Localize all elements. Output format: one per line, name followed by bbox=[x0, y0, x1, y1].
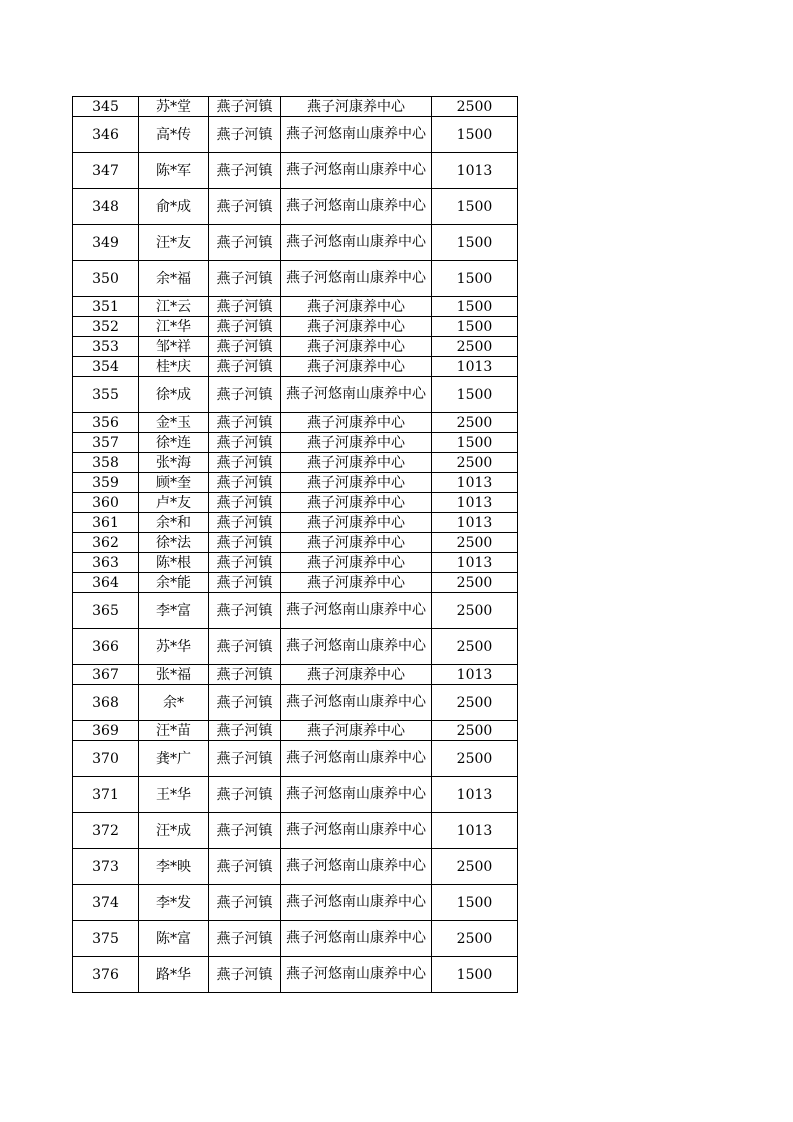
table-row bbox=[73, 513, 518, 533]
row-number-cell: 348 bbox=[73, 189, 139, 225]
table-row bbox=[73, 357, 518, 377]
table-row bbox=[73, 473, 518, 493]
center-cell bbox=[281, 377, 432, 413]
table-row bbox=[73, 97, 518, 117]
row-number-cell: 366 bbox=[73, 629, 139, 665]
center-text: 燕子河悠南山康养中心 bbox=[286, 386, 426, 402]
amount-cell: 1013 bbox=[432, 813, 518, 849]
center-cell bbox=[281, 593, 432, 629]
town-cell: 燕子河镇 bbox=[209, 225, 281, 261]
row-number-cell: 359 bbox=[73, 473, 139, 493]
name-cell: 李*发 bbox=[139, 885, 209, 921]
name-cell: 徐*成 bbox=[139, 377, 209, 413]
amount-cell: 2500 bbox=[432, 453, 518, 473]
center-cell: 燕子河康养中心 bbox=[281, 533, 432, 553]
table-row bbox=[73, 433, 518, 453]
center-text: 燕子河悠南山康养中心 bbox=[286, 234, 426, 250]
name-cell: 汪*成 bbox=[139, 813, 209, 849]
name-cell: 江*华 bbox=[139, 317, 209, 337]
center-text: 燕子河悠南山康养中心 bbox=[286, 694, 426, 710]
name-cell: 余* bbox=[139, 685, 209, 721]
town-cell: 燕子河镇 bbox=[209, 629, 281, 665]
table-row bbox=[73, 921, 518, 957]
center-text: 燕子河悠南山康养中心 bbox=[286, 930, 426, 946]
center-text: 燕子河悠南山康养中心 bbox=[286, 822, 426, 838]
table-row bbox=[73, 885, 518, 921]
center-cell bbox=[281, 685, 432, 721]
town-cell: 燕子河镇 bbox=[209, 413, 281, 433]
center-cell bbox=[281, 885, 432, 921]
center-cell: 燕子河康养中心 bbox=[281, 297, 432, 317]
name-cell: 张*海 bbox=[139, 453, 209, 473]
center-text: 燕子河悠南山康养中心 bbox=[286, 198, 426, 214]
center-cell bbox=[281, 849, 432, 885]
center-cell: 燕子河康养中心 bbox=[281, 433, 432, 453]
amount-cell: 1013 bbox=[432, 665, 518, 685]
row-number-cell: 372 bbox=[73, 813, 139, 849]
row-number-cell: 361 bbox=[73, 513, 139, 533]
town-cell: 燕子河镇 bbox=[209, 377, 281, 413]
name-cell: 陈*军 bbox=[139, 153, 209, 189]
center-cell bbox=[281, 629, 432, 665]
row-number-cell: 371 bbox=[73, 777, 139, 813]
center-cell: 燕子河康养中心 bbox=[281, 665, 432, 685]
row-number-cell: 351 bbox=[73, 297, 139, 317]
row-number-cell: 370 bbox=[73, 741, 139, 777]
center-cell: 燕子河康养中心 bbox=[281, 573, 432, 593]
name-cell: 汪*友 bbox=[139, 225, 209, 261]
table-row bbox=[73, 593, 518, 629]
table-row bbox=[73, 225, 518, 261]
row-number-cell: 355 bbox=[73, 377, 139, 413]
town-cell: 燕子河镇 bbox=[209, 665, 281, 685]
table-row bbox=[73, 297, 518, 317]
row-number-cell: 376 bbox=[73, 957, 139, 993]
amount-cell: 2500 bbox=[432, 533, 518, 553]
name-cell: 江*云 bbox=[139, 297, 209, 317]
row-number-cell: 358 bbox=[73, 453, 139, 473]
amount-cell: 1013 bbox=[432, 357, 518, 377]
subsidy-table bbox=[72, 96, 518, 993]
table-row bbox=[73, 573, 518, 593]
center-cell bbox=[281, 153, 432, 189]
row-number-cell: 352 bbox=[73, 317, 139, 337]
center-cell: 燕子河康养中心 bbox=[281, 413, 432, 433]
center-text: 燕子河悠南山康养中心 bbox=[286, 126, 426, 142]
town-cell: 燕子河镇 bbox=[209, 513, 281, 533]
center-cell: 燕子河康养中心 bbox=[281, 317, 432, 337]
amount-cell: 2500 bbox=[432, 741, 518, 777]
town-cell: 燕子河镇 bbox=[209, 493, 281, 513]
center-text: 燕子河悠南山康养中心 bbox=[286, 858, 426, 874]
amount-cell: 1500 bbox=[432, 261, 518, 297]
name-cell: 苏*华 bbox=[139, 629, 209, 665]
town-cell: 燕子河镇 bbox=[209, 261, 281, 297]
town-cell: 燕子河镇 bbox=[209, 777, 281, 813]
amount-cell: 1500 bbox=[432, 225, 518, 261]
town-cell: 燕子河镇 bbox=[209, 473, 281, 493]
amount-cell: 1013 bbox=[432, 153, 518, 189]
amount-cell: 1500 bbox=[432, 885, 518, 921]
town-cell: 燕子河镇 bbox=[209, 813, 281, 849]
center-text: 燕子河悠南山康养中心 bbox=[286, 270, 426, 286]
town-cell: 燕子河镇 bbox=[209, 153, 281, 189]
town-cell: 燕子河镇 bbox=[209, 685, 281, 721]
table-row bbox=[73, 377, 518, 413]
table-body bbox=[73, 97, 518, 993]
amount-cell: 1500 bbox=[432, 377, 518, 413]
name-cell: 卢*友 bbox=[139, 493, 209, 513]
town-cell: 燕子河镇 bbox=[209, 533, 281, 553]
amount-cell: 2500 bbox=[432, 921, 518, 957]
row-number-cell: 360 bbox=[73, 493, 139, 513]
name-cell: 俞*成 bbox=[139, 189, 209, 225]
town-cell: 燕子河镇 bbox=[209, 433, 281, 453]
center-cell bbox=[281, 921, 432, 957]
center-text: 燕子河悠南山康养中心 bbox=[286, 638, 426, 654]
town-cell: 燕子河镇 bbox=[209, 357, 281, 377]
amount-cell: 1500 bbox=[432, 957, 518, 993]
table-row bbox=[73, 189, 518, 225]
amount-cell: 2500 bbox=[432, 573, 518, 593]
center-cell: 燕子河康养中心 bbox=[281, 513, 432, 533]
name-cell: 顾*奎 bbox=[139, 473, 209, 493]
center-cell bbox=[281, 813, 432, 849]
table-row bbox=[73, 413, 518, 433]
table-row bbox=[73, 337, 518, 357]
town-cell: 燕子河镇 bbox=[209, 189, 281, 225]
town-cell: 燕子河镇 bbox=[209, 721, 281, 741]
table-row bbox=[73, 117, 518, 153]
row-number-cell: 365 bbox=[73, 593, 139, 629]
row-number-cell: 364 bbox=[73, 573, 139, 593]
table-row bbox=[73, 849, 518, 885]
amount-cell: 2500 bbox=[432, 685, 518, 721]
table-row bbox=[73, 777, 518, 813]
town-cell: 燕子河镇 bbox=[209, 117, 281, 153]
row-number-cell: 353 bbox=[73, 337, 139, 357]
center-cell bbox=[281, 225, 432, 261]
table-row bbox=[73, 741, 518, 777]
row-number-cell: 368 bbox=[73, 685, 139, 721]
name-cell: 路*华 bbox=[139, 957, 209, 993]
row-number-cell: 350 bbox=[73, 261, 139, 297]
center-cell: 燕子河康养中心 bbox=[281, 97, 432, 117]
center-text: 燕子河悠南山康养中心 bbox=[286, 786, 426, 802]
center-cell: 燕子河康养中心 bbox=[281, 721, 432, 741]
table-row bbox=[73, 493, 518, 513]
center-text: 燕子河悠南山康养中心 bbox=[286, 966, 426, 982]
town-cell: 燕子河镇 bbox=[209, 741, 281, 777]
center-cell: 燕子河康养中心 bbox=[281, 337, 432, 357]
amount-cell: 1013 bbox=[432, 777, 518, 813]
name-cell: 龚*广 bbox=[139, 741, 209, 777]
amount-cell: 1500 bbox=[432, 317, 518, 337]
table-row bbox=[73, 533, 518, 553]
town-cell: 燕子河镇 bbox=[209, 297, 281, 317]
table-row bbox=[73, 629, 518, 665]
center-cell bbox=[281, 957, 432, 993]
name-cell: 高*传 bbox=[139, 117, 209, 153]
center-text: 燕子河悠南山康养中心 bbox=[286, 602, 426, 618]
town-cell: 燕子河镇 bbox=[209, 553, 281, 573]
center-text: 燕子河悠南山康养中心 bbox=[286, 750, 426, 766]
name-cell: 王*华 bbox=[139, 777, 209, 813]
name-cell: 徐*法 bbox=[139, 533, 209, 553]
row-number-cell: 374 bbox=[73, 885, 139, 921]
name-cell: 陈*富 bbox=[139, 921, 209, 957]
center-text: 燕子河悠南山康养中心 bbox=[286, 162, 426, 178]
row-number-cell: 357 bbox=[73, 433, 139, 453]
row-number-cell: 347 bbox=[73, 153, 139, 189]
name-cell: 邹*祥 bbox=[139, 337, 209, 357]
table-row bbox=[73, 721, 518, 741]
table-row bbox=[73, 553, 518, 573]
row-number-cell: 373 bbox=[73, 849, 139, 885]
amount-cell: 1500 bbox=[432, 189, 518, 225]
center-cell: 燕子河康养中心 bbox=[281, 473, 432, 493]
town-cell: 燕子河镇 bbox=[209, 97, 281, 117]
town-cell: 燕子河镇 bbox=[209, 885, 281, 921]
name-cell: 苏*堂 bbox=[139, 97, 209, 117]
row-number-cell: 349 bbox=[73, 225, 139, 261]
amount-cell: 1013 bbox=[432, 473, 518, 493]
amount-cell: 2500 bbox=[432, 413, 518, 433]
row-number-cell: 362 bbox=[73, 533, 139, 553]
amount-cell: 2500 bbox=[432, 629, 518, 665]
row-number-cell: 375 bbox=[73, 921, 139, 957]
table-row bbox=[73, 957, 518, 993]
amount-cell: 1013 bbox=[432, 513, 518, 533]
table-row bbox=[73, 685, 518, 721]
town-cell: 燕子河镇 bbox=[209, 849, 281, 885]
town-cell: 燕子河镇 bbox=[209, 337, 281, 357]
table-row bbox=[73, 813, 518, 849]
center-cell: 燕子河康养中心 bbox=[281, 453, 432, 473]
row-number-cell: 363 bbox=[73, 553, 139, 573]
table-row bbox=[73, 317, 518, 337]
name-cell: 汪*苗 bbox=[139, 721, 209, 741]
name-cell: 李*富 bbox=[139, 593, 209, 629]
amount-cell: 1013 bbox=[432, 553, 518, 573]
name-cell: 余*能 bbox=[139, 573, 209, 593]
amount-cell: 1500 bbox=[432, 433, 518, 453]
table-row bbox=[73, 153, 518, 189]
center-cell bbox=[281, 117, 432, 153]
town-cell: 燕子河镇 bbox=[209, 317, 281, 337]
table-row bbox=[73, 453, 518, 473]
name-cell: 余*和 bbox=[139, 513, 209, 533]
center-cell bbox=[281, 777, 432, 813]
name-cell: 陈*根 bbox=[139, 553, 209, 573]
table-row bbox=[73, 665, 518, 685]
amount-cell: 1013 bbox=[432, 493, 518, 513]
name-cell: 张*福 bbox=[139, 665, 209, 685]
row-number-cell: 346 bbox=[73, 117, 139, 153]
center-cell: 燕子河康养中心 bbox=[281, 357, 432, 377]
town-cell: 燕子河镇 bbox=[209, 957, 281, 993]
name-cell: 桂*庆 bbox=[139, 357, 209, 377]
amount-cell: 2500 bbox=[432, 337, 518, 357]
town-cell: 燕子河镇 bbox=[209, 573, 281, 593]
amount-cell: 2500 bbox=[432, 721, 518, 741]
row-number-cell: 367 bbox=[73, 665, 139, 685]
row-number-cell: 369 bbox=[73, 721, 139, 741]
amount-cell: 1500 bbox=[432, 297, 518, 317]
amount-cell: 1500 bbox=[432, 117, 518, 153]
amount-cell: 2500 bbox=[432, 849, 518, 885]
center-cell bbox=[281, 189, 432, 225]
amount-cell: 2500 bbox=[432, 593, 518, 629]
row-number-cell: 345 bbox=[73, 97, 139, 117]
center-cell bbox=[281, 261, 432, 297]
name-cell: 余*福 bbox=[139, 261, 209, 297]
amount-cell: 2500 bbox=[432, 97, 518, 117]
center-cell bbox=[281, 741, 432, 777]
center-text: 燕子河悠南山康养中心 bbox=[286, 894, 426, 910]
name-cell: 徐*连 bbox=[139, 433, 209, 453]
town-cell: 燕子河镇 bbox=[209, 453, 281, 473]
table-row bbox=[73, 261, 518, 297]
center-cell: 燕子河康养中心 bbox=[281, 493, 432, 513]
center-cell: 燕子河康养中心 bbox=[281, 553, 432, 573]
row-number-cell: 356 bbox=[73, 413, 139, 433]
row-number-cell: 354 bbox=[73, 357, 139, 377]
town-cell: 燕子河镇 bbox=[209, 593, 281, 629]
town-cell: 燕子河镇 bbox=[209, 921, 281, 957]
name-cell: 金*玉 bbox=[139, 413, 209, 433]
name-cell: 李*映 bbox=[139, 849, 209, 885]
